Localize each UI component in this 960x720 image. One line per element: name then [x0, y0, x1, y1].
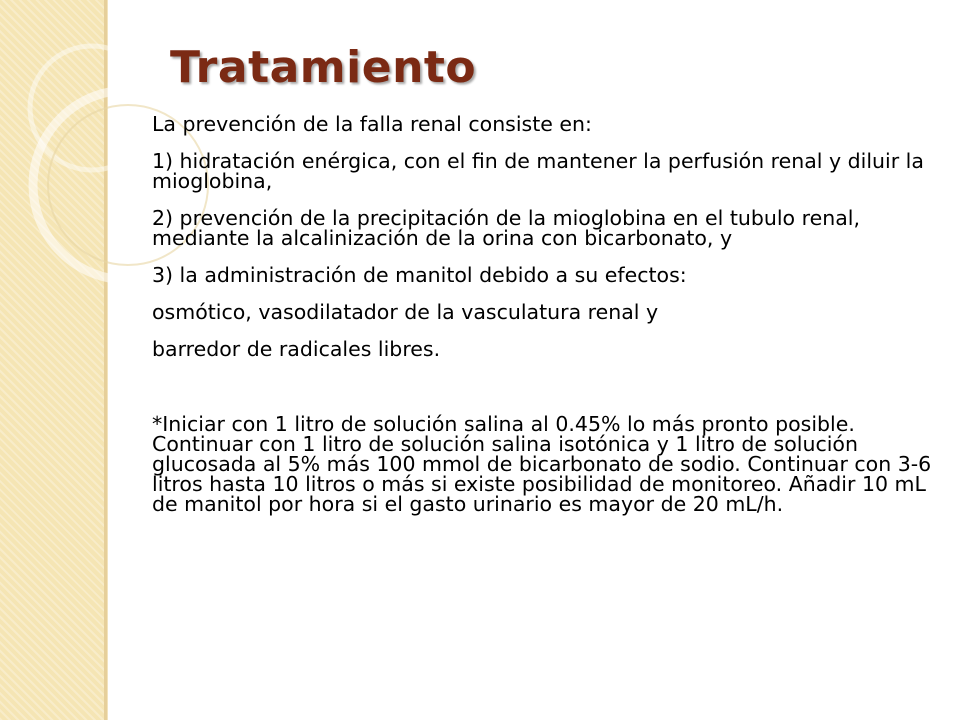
body-paragraph-effects: osmótico, vasodilatador de la vasculatura renal y [152, 300, 659, 324]
body-paragraph-step-3: 3) la administración de manitol debido a su efectos: [152, 263, 687, 287]
body-paragraph-protocol: *Iniciar con 1 litro de solución salina al 0.45% lo más pronto posible. Continuar con 1 litro de solución salina isotónica y 1 litro de solución glucosada al 5% más 100 mmol de bicarbonato de sodio. Continuar con 3-6 litros hasta 10 litros o más si existe posibilidad de monitoreo. Añadir 10 mL de manitol por hora si el gasto urinario es mayor de 20 mL/h. [152, 412, 932, 516]
body-paragraph-step-2: 2) prevención de la precipitación de la mioglobina en el tubulo renal, mediante la alcalinización de la orina con bicarbonato, y [152, 206, 860, 250]
body-paragraph-step-1: 1) hidratación enérgica, con el fin de mantener la perfusión renal y diluir la mioglobina, [152, 149, 924, 193]
slide-body [152, 114, 932, 531]
slide-title: Tratamiento [170, 42, 477, 93]
body-paragraph-intro: La prevención de la falla renal consiste en: [152, 112, 592, 136]
decorative-circle-small [30, 46, 154, 170]
body-paragraph-radicals: barredor de radicales libres. [152, 337, 441, 361]
